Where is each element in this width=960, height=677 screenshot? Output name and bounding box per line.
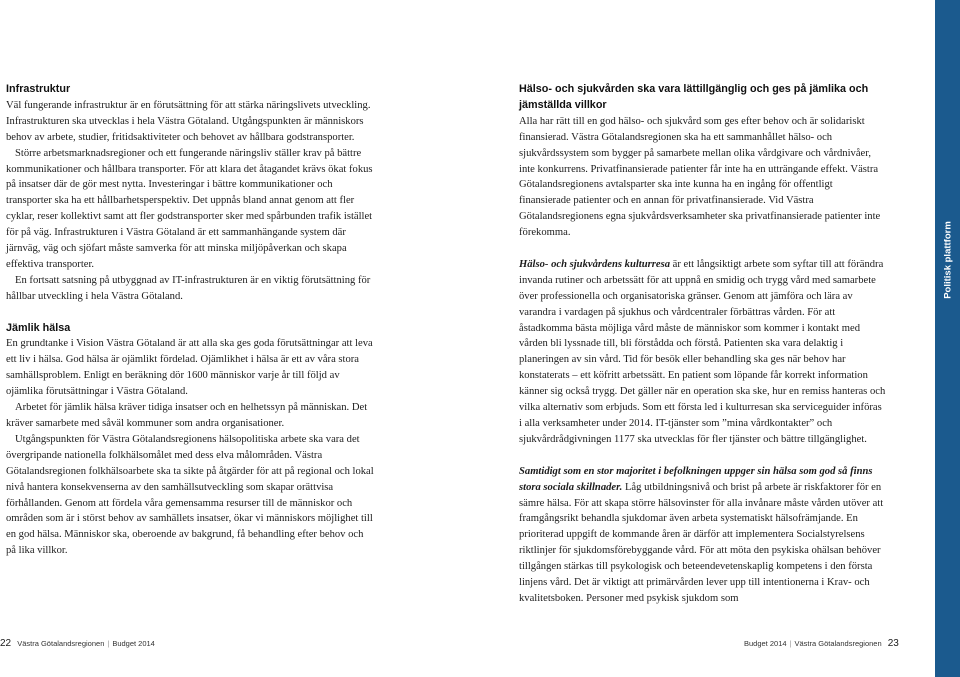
paragraph xyxy=(519,257,886,448)
paragraph: En grundtanke i Vision Västra Götaland är att alla ska ges goda förutsättningar att leva ett liv i hälsa. God hälsa är ojämlikt fördelad. Ojämlikhet i hälsa är ett av våra stora samhällsproblem. Enligt en beräkning dör 1600 människor varje år till följd av ojämlika förutsättningar i Västra Götaland. xyxy=(6,338,373,398)
footer-separator: | xyxy=(107,639,110,648)
left-column xyxy=(6,82,376,559)
footer-org: Västra Götalandsregionen xyxy=(794,639,882,648)
footer-doc: Budget 2014 xyxy=(112,639,155,648)
right-column xyxy=(519,82,886,607)
section-heading-infrastruktur: Infrastruktur xyxy=(6,83,71,95)
side-tab-label: Politisk plattform xyxy=(942,221,953,299)
paragraph: Större arbetsmarknadsregioner och ett fungerande näringsliv ställer krav på bättre kommunikationer och hållbara transporter. För att klara det åtagandet krävs ökat fokus på insatser där de gör mest nytta. Investeringar i bättre kommunikationer och transporter ska ha ett hållbarhetsperspektiv. Det uppnås bland annat genom att fler cyklar, reser kollektivt samt att fler godstransporter sker med spårbunden trafik istället för på väg. Infrastrukturen i Västra Götaland är ett sammanhängande system där järnväg, väg och sjöfart måste samverka för att minska miljöpåverkan och skapa effektiva transporter. xyxy=(6,147,373,270)
section-heading-halso-och-sjukvard: Hälso- och sjukvården ska vara lättillgänglig och ges på jämlika och jämställda villkor xyxy=(519,83,869,111)
paragraph: Väl fungerande infrastruktur är en förutsättning för att stärka näringslivets utveckling. Infrastrukturen ska utvecklas i hela Västra Götaland. Utgångspunkten är människors behov av arbete, studier, fritidsaktiviteter och behovet av hållbara godstransporter. xyxy=(6,99,371,143)
lead-phrase: Samtidigt som en stor majoritet i befolkningen uppger sin hälsa som god så finns stora sociala skillnader. xyxy=(519,465,873,493)
paragraph xyxy=(519,464,886,607)
paragraph-body: Låg utbildningsnivå och brist på arbete är riskfaktorer för en sämre hälsa. För att skapa större hälsovinster för alla invånare måste vården utöver att framgångsrikt behandla sjukdomar även arbeta systematiskt hälsofrämjande. En prioriterad uppgift de kommande åren är därför att implementera Socialstyrelsens riktlinjer för sjukdomsförebyggande vård. För att möta den psykiska ohälsan behöver tillgången stärkas till psykologisk och beteendevetenskaplig kompetens i den första linjens vård. Det är viktigt att primärvården lever upp till intentionerna i Krav- och kvalitetsboken. Personer med psykisk sjukdom som xyxy=(519,481,884,604)
paragraph: En fortsatt satsning på utbyggnad av IT-infrastrukturen är en viktig förutsättning för hållbar utveckling i hela Västra Götaland. xyxy=(6,274,371,302)
footer-doc: Budget 2014 xyxy=(744,639,787,648)
footer-right xyxy=(744,638,899,649)
page-number: 22 xyxy=(0,638,12,649)
footer-separator: | xyxy=(789,639,792,648)
footer-org: Västra Götalandsregionen xyxy=(17,639,105,648)
section-heading-jamlik-halsa: Jämlik hälsa xyxy=(6,321,71,334)
footer-left xyxy=(0,638,155,649)
side-tab xyxy=(935,0,960,677)
paragraph-body: är ett långsiktigt arbete som syftar till att förändra invanda rutiner och arbetssätt för att uppnå en smidig och trygg vård med samarbete över professionella och organisatoriska gränser. Genom att jämföra och lära av varandra i vardagen på sjukhus och vårdcentraler förbättras vården. För att åstadkomma bästa möjliga vård måste de människor som kommer i kontakt med vården bli lyssnade till, bli förstådda och förstå. Patienten ska vara delaktig i planeringen av sin vård. Tid för besök eller behandling ska ges när behov har konstaterats – ett köfritt arbetssätt. En patient som löpande får korrekt information känner sig också trygg. Det gäller när en operation ska ske, hur en remiss hanteras och vilka alternativ som erbjuds. Som ett första led i kulturresan ska serviceguider införas i alla verksamheter under 2014. IT-tjänster som ”mina vårdkontakter” och sjukvårdrådgivningen 1177 ska utvecklas för fler tjänster och bättre tillgänglighet. xyxy=(519,258,886,445)
paragraph: Alla har rätt till en god hälso- och sjukvård som ges efter behov och är solidariskt finansierad. Västra Götalandsregionen ska ha ett sammanhållet hälso- och sjukvårdssystem som bygger på samarbete mellan olika vårdgivare och vårdnivåer, inte konkurrens. Privatfinansierade patienter får inte ha en utträngande effekt. Västra Götalandsregionens avtalsparter ska inte kunna ha en ingång för offentligt finansierade patienter och en annan för privatfinansierade. Vid Västra Götalandsregionens egna sjukvårdsverksamheter ska privatfinansierade patienter inte förekomma. xyxy=(519,115,881,239)
paragraph: Utgångspunkten för Västra Götalandsregionens hälsopolitiska arbete ska vara det övergripande nationella folkhälsomålet med dess elva målområden. Västra Götalandsregionen folkhälsoarbete ska ta sikte på åtgärder för att på regional och lokal nivå hantera konsekvenserna av den samhällsutveckling som skapar orättvisa förhållanden. Genom att fördela våra gemensamma resurser till de människor och områden som är i störst behov av samhällets insatser, ökar vi människors möjlighet till en god hälsa. Människor ska, oberoende av bakgrund, få behandling efter behov och på lika villkor. xyxy=(6,433,374,557)
page-number: 23 xyxy=(887,638,899,649)
lead-phrase: Hälso- och sjukvårdens kulturresa xyxy=(519,258,670,270)
paragraph: Arbetet för jämlik hälsa kräver tidiga insatser och en helhetssyn på människan. Det kräver samarbete med såväl kommuner som andra organisationer. xyxy=(6,402,368,430)
